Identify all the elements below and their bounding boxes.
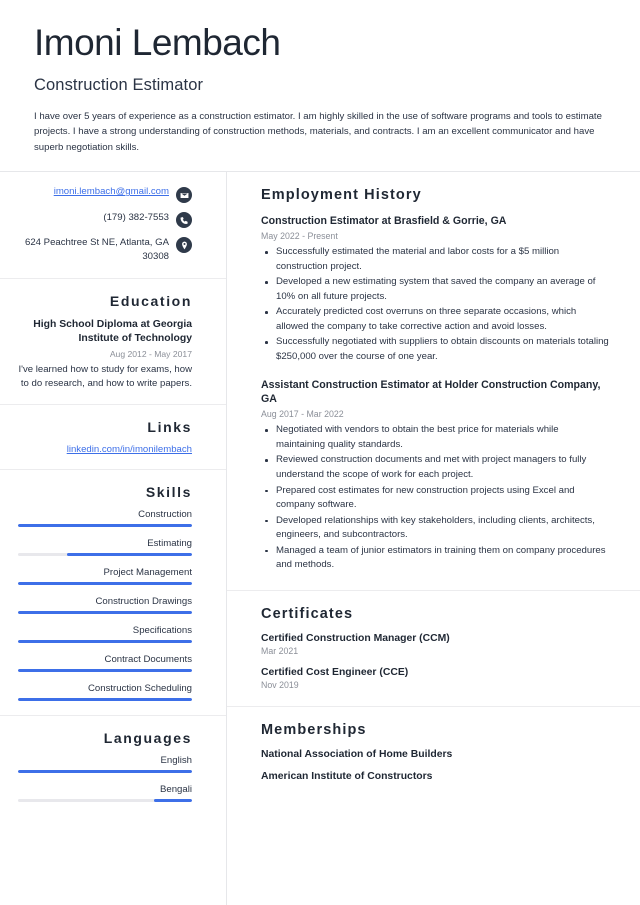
skill-bar-track xyxy=(18,524,192,527)
education-section xyxy=(0,279,226,406)
skill-item xyxy=(18,683,192,701)
job-entry-heading: Construction Estimator at Brasfield & Gorrie, GA xyxy=(261,215,507,228)
profile-summary: I have over 5 years of experience as a construction estimator. I am highly skilled in the use of software programs and tools to estimate projects. I have a strong understanding of construction methods, materials, and contracts. I am an excellent communicator and have superb negotiation skills. xyxy=(34,110,602,153)
skill-bar-track xyxy=(18,582,192,585)
memberships-list xyxy=(261,749,610,782)
skill-bar-fill xyxy=(18,669,192,672)
job-entry-date: May 2022 - Present xyxy=(261,230,338,241)
language-label: English xyxy=(160,755,192,767)
language-item xyxy=(18,784,192,802)
skill-bar-fill xyxy=(18,524,192,527)
certificates-section xyxy=(227,591,640,707)
certificate-date: Mar 2021 xyxy=(261,646,299,657)
education-heading: Education xyxy=(109,292,192,309)
skill-bar-fill xyxy=(18,611,192,614)
job-bullet: Developed a new estimating system that saved the company an average of 10% on all future projects. xyxy=(261,275,610,304)
skill-label: Construction Drawings xyxy=(95,596,192,608)
skill-item xyxy=(18,625,192,643)
resume-header xyxy=(0,0,640,155)
certificate-name: Certified Cost Engineer (CCE) xyxy=(261,667,409,679)
languages-list xyxy=(18,755,192,802)
skill-item xyxy=(18,596,192,614)
skill-label: Specifications xyxy=(132,625,192,637)
certificate-item xyxy=(261,667,610,690)
job-bullet: Successfully negotiated with suppliers to obtain discounts on materials totaling $250,000 over the course of one year. xyxy=(261,335,610,364)
contact-item-address xyxy=(18,236,192,264)
skills-heading: Skills xyxy=(145,484,192,501)
language-label: Bengali xyxy=(159,784,192,796)
certificates-heading: Certificates xyxy=(261,606,354,623)
language-bar-track xyxy=(18,770,192,773)
education-date: Aug 2012 - May 2017 xyxy=(109,348,192,359)
resume-body xyxy=(0,172,640,905)
links-heading: Links xyxy=(147,419,192,436)
phone-text: (179) 382-7553 xyxy=(103,212,169,224)
job-bullet-list xyxy=(261,245,610,365)
membership-item: National Association of Home Builders xyxy=(261,749,453,761)
education-item xyxy=(18,318,192,391)
memberships-section xyxy=(227,707,640,798)
job-entry xyxy=(261,378,610,573)
skill-bar-track xyxy=(18,669,192,672)
skills-list xyxy=(18,509,192,701)
job-entry-date: Aug 2017 - Mar 2022 xyxy=(261,409,344,420)
job-entry-heading: Assistant Construction Estimator at Holder Construction Company, GA xyxy=(261,378,601,406)
language-bar-fill xyxy=(18,770,192,773)
skill-bar-track xyxy=(18,698,192,701)
skill-item xyxy=(18,509,192,527)
skill-bar-track xyxy=(18,611,192,614)
language-bar-track xyxy=(18,799,192,802)
contact-item-email[interactable] xyxy=(18,186,192,203)
job-bullet: Successfully estimated the material and labor costs for a $5 million construction project. xyxy=(261,245,610,274)
contact-section xyxy=(0,172,226,279)
job-entry xyxy=(261,214,610,364)
main-column xyxy=(227,172,640,905)
skills-section xyxy=(0,470,226,716)
job-bullet: Managed a team of junior estimators in training them on company procedures and methods. xyxy=(261,544,610,573)
skill-label: Project Management xyxy=(103,567,192,579)
memberships-heading: Memberships xyxy=(261,722,367,739)
skill-item xyxy=(18,567,192,585)
email-link[interactable]: imoni.lembach@gmail.com xyxy=(53,186,169,198)
skill-label: Contract Documents xyxy=(104,654,192,666)
language-item xyxy=(18,755,192,773)
contact-item-phone xyxy=(18,211,192,228)
envelope-icon xyxy=(176,187,192,203)
education-description: I've learned how to study for exams, how to do research, and how to write papers. xyxy=(18,363,192,389)
job-title-subheading: Construction Estimator xyxy=(34,75,204,94)
skill-item xyxy=(18,654,192,672)
skill-bar-fill xyxy=(18,582,192,585)
skill-item xyxy=(18,538,192,556)
phone-icon xyxy=(176,212,192,228)
link-item-linkedin[interactable]: linkedin.com/in/imonilembach xyxy=(66,444,192,456)
language-bar-fill xyxy=(154,799,192,802)
links-section xyxy=(0,405,226,470)
certificate-date: Nov 2019 xyxy=(261,680,299,691)
membership-item: American Institute of Constructors xyxy=(261,771,433,783)
address-text: 624 Peachtree St NE, Atlanta, GA 30308 xyxy=(25,237,169,263)
education-degree: High School Diploma at Georgia Institute of Technology xyxy=(33,318,192,345)
certificate-name: Certified Construction Manager (CCM) xyxy=(261,633,450,645)
job-bullet: Reviewed construction documents and met with project managers to fully understand the scope of work for each project. xyxy=(261,453,610,482)
job-bullet: Negotiated with vendors to obtain the best price for materials while maintaining quality standards. xyxy=(261,423,610,452)
location-pin-icon xyxy=(176,237,192,253)
skill-label: Construction xyxy=(138,509,192,521)
jobs-list xyxy=(261,214,610,573)
job-bullet: Prepared cost estimates for new construction projects using Excel and company software. xyxy=(261,484,610,513)
skill-bar-track xyxy=(18,640,192,643)
skill-label: Estimating xyxy=(147,538,192,550)
languages-heading: Languages xyxy=(103,730,192,747)
skill-bar-fill xyxy=(18,698,192,701)
certificate-item xyxy=(261,633,610,656)
skill-bar-track xyxy=(18,553,192,556)
languages-section xyxy=(0,716,226,816)
sidebar-column xyxy=(0,172,227,905)
skill-bar-fill xyxy=(18,640,192,643)
certificates-list xyxy=(261,633,610,690)
skill-label: Construction Scheduling xyxy=(88,683,192,695)
job-bullet: Developed relationships with key stakeholders, including clients, architects, engineers, and subcontractors. xyxy=(261,514,610,543)
job-bullet-list xyxy=(261,423,610,573)
skill-bar-fill xyxy=(67,553,192,556)
job-bullet: Accurately predicted cost overruns on three separate occasions, which allowed the company to take corrective action and avoid losses. xyxy=(261,305,610,334)
page-title: Imoni Lembach xyxy=(34,22,281,63)
employment-history-section xyxy=(227,172,640,591)
employment-history-heading: Employment History xyxy=(261,187,422,204)
